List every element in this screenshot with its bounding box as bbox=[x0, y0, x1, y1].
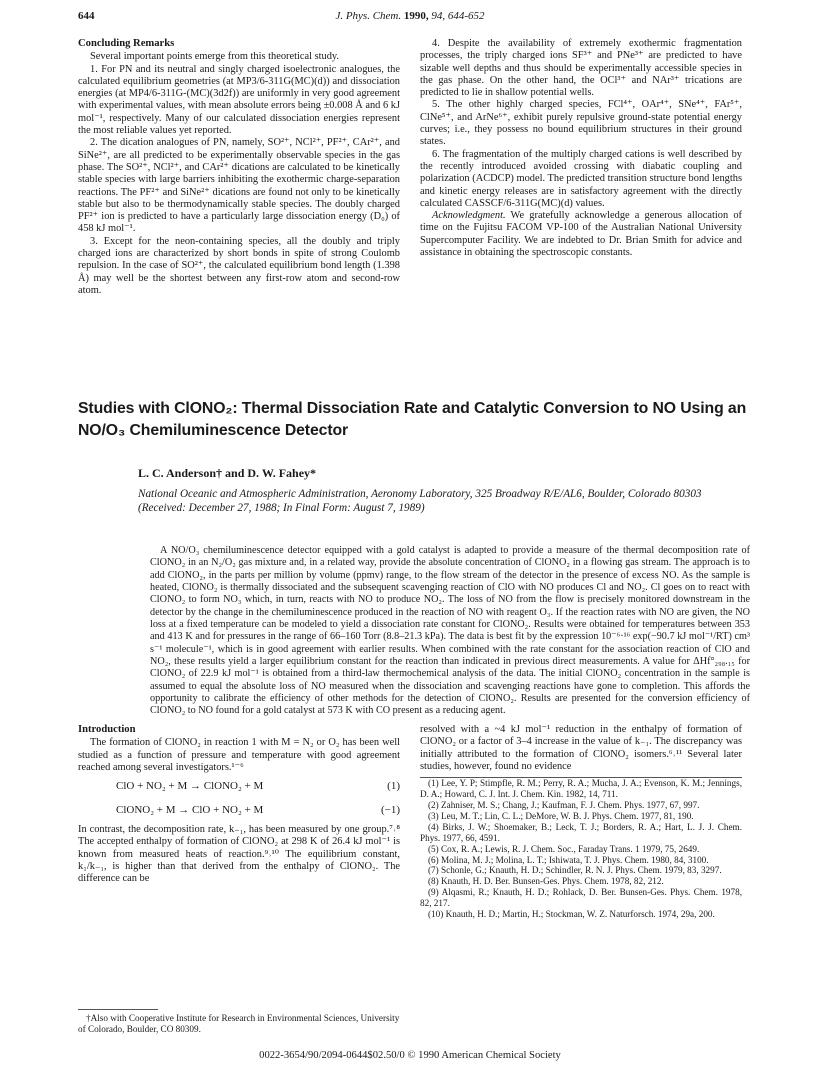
affiliation: National Oceanic and Atmospheric Administration, Aeronomy Laboratory, 325 Broadway R/E/AL6, Boulder, Colorado 80303 (Received: December 27, 1988; In Final Form: August 7, 1989) bbox=[138, 488, 702, 514]
author-footnote: †Also with Cooperative Institute for Research in Environmental Sciences, University of Colorado, Boulder, CO 80309. bbox=[78, 1013, 400, 1034]
journal-citation bbox=[78, 10, 742, 22]
introduction-paragraph: The formation of ClONO₂ in reaction 1 with M = N₂ or O₂ has been well studied as a function of pressure and temperature with good agreement reached among several investigators.¹⁻⁶ bbox=[78, 737, 400, 773]
page-number: 644 bbox=[78, 10, 95, 22]
concluding-paragraph: 4. Despite the availability of extremely exothermic fragmentation processes, the triply charged ions SF³⁺ and PNe³⁺ are predicted to have sizable well depths and thus should be experimentally accessible species in the gas phase. On the other hand, the OCl³⁺ and NAr³⁺ trications are predicted to lie in shallow potential wells. bbox=[420, 38, 742, 99]
acknowledgment bbox=[420, 210, 742, 259]
concluding-left-column bbox=[78, 38, 400, 297]
equation-text: ClONO₂ + M → ClO + NO₂ + M bbox=[116, 804, 264, 817]
introduction-paragraph-right: resolved with a ~4 kJ mol⁻¹ reduction in the enthalpy of formation of ClONO₂ or a factor of 3–4 increase in the value of k₋₁. The discrepancy was initially attributed to the formation of ClONO₂ isomers.⁶˒¹¹ Several later studies, however, found no evidence bbox=[420, 724, 742, 772]
reference: (4) Birks, J. W.; Shoemaker, B.; Leck, T. J.; Borders, R. A.; Hart, L. J. J. Chem. Phys. 1977, 66, 4591. bbox=[420, 821, 742, 843]
running-head bbox=[78, 10, 742, 26]
copyright-line: 0022-3654/90/2094-0644$02.50/0 © 1990 American Chemical Society bbox=[259, 1050, 561, 1061]
concluding-paragraph: 5. The other highly charged species, FCl⁴⁺, OAr⁴⁺, SNe⁴⁺, FAr⁵⁺, ClNe⁵⁺, and ArNe⁶⁺, exhibit purely repulsive ground-state potential energy curves; i.e., they possess no bound equilibrium structures in their ground states. bbox=[420, 99, 742, 148]
reference: (7) Schonle, G.; Knauth, H. D.; Schindler, R. N. J. Phys. Chem. 1979, 83, 3297. bbox=[428, 865, 722, 876]
equation-number: (1) bbox=[387, 780, 400, 793]
introduction-heading: Introduction bbox=[78, 724, 136, 735]
article-title: Studies with ClONO₂: Thermal Dissociation Rate and Catalytic Conversion to NO Using an NO/O₃ Chemiluminescence Detector bbox=[78, 400, 747, 439]
reference: (9) Alqasmi, R.; Knauth, H. D.; Rohlack, D. Ber. Bunsen-Ges. Phys. Chem. 1978, 82, 217. bbox=[420, 887, 742, 909]
concluding-paragraph: 1. For PN and its neutral and singly charged isoelectronic analogues, the calculated equilibrium geometries (at MP3/6-311G(MC)(d)) and dissociation energies (at MP4/6-311G-(MC)(3d2f)) are uniformly in very good agreement with experimental values, with mean absolute errors being ±0.008 Å and 6 kJ mol⁻¹, respectively. Many of our calculated dissociation energies represent the most reliable values yet reported. bbox=[78, 63, 400, 137]
reference-list bbox=[420, 777, 742, 920]
acknowledgment-label: Acknowledgment. bbox=[432, 210, 506, 222]
concluding-paragraph: 6. The fragmentation of the multiply charged cations is well described by the recently introduced avoided crossing with diabatic coupling and polarization (ACDCP) model. The predicted transition structure bond lengths and kinetic energy releases are in satisfactory agreement with the directly calculated CASSCF/6-311G(MC)(d) values. bbox=[420, 148, 742, 209]
acknowledgment-text: We gratefully acknowledge a generous allocation of time on the Fujitsu FACOM VP-100 of the Australian National University Supercomputer Facility. We are indebted to Dr. Brian Smith for advice and assistance in obtaining the spectroscopic constants. bbox=[420, 210, 742, 259]
abstract bbox=[150, 545, 750, 718]
reference: (3) Leu, M. T.; Lin, C. L.; DeMore, W. B. J. Phys. Chem. 1977, 81, 190. bbox=[428, 810, 694, 821]
reference: (1) Lee, Y. P; Stimpfle, R. M.; Perry, R. A.; Mucha, J. A.; Evenson, K. M.; Jennings, D. A.; Howard, C. J. Int. J. Chem. Kin. 1982, 14, 711. bbox=[420, 778, 742, 800]
introduction-left-column bbox=[78, 724, 400, 886]
journal-year: 1990, bbox=[403, 10, 429, 22]
concluding-right-column bbox=[420, 38, 742, 259]
equation-text: ClO + NO₂ + M → ClONO₂ + M bbox=[116, 780, 264, 793]
introduction-paragraph-left: In contrast, the decomposition rate, k₋₁, has been measured by one group.⁷˒⁸ The accepted enthalpy of formation of ClONO₂ at 298 K of 26.4 kJ mol⁻¹ is known from measured heats of reaction.⁹˒¹⁰ The equilibrium constant, k₁/k₋₁, is higher than that derived from the enthalpy of ClONO₂. The difference can be bbox=[78, 824, 400, 885]
footnote-rule bbox=[78, 1009, 158, 1010]
concluding-paragraph: Several important points emerge from this theoretical study. bbox=[90, 51, 340, 63]
concluding-heading: Concluding Remarks bbox=[78, 38, 175, 49]
journal-name: J. Phys. Chem. bbox=[335, 10, 402, 22]
abstract-text: A NO/O₃ chemiluminescence detector equipped with a gold catalyst is adapted to provide a measure of the thermal decomposition rate of ClONO₂ in an N₂/O₂ gas mixture and, in a related way, provide the absolute concentration of ClONO₂ in a flowing gas stream. The approach is to add ClONO₂, in the parts per million by volume (ppmv) range, to the flow stream of the detector in the presence of excess NO. As the sample is heated, ClONO₂ is thermally dissociated and the subsequent scavenging reaction of ClO with NO produces Cl and NO₂. Cl goes on to react with ClONO₂ to form NO₃ which, in turn, reacts with NO to produce NO₂. The loss of NO from the flow is precisely monitored downstream in the detector by the change in the chemiluminescence produced in the reaction of NO with reagent O₃. If the reaction rates with NO are given, the NO loss at a fixed temperature can be modeled to yield a dissociation rate constant for ClONO₂. Results were obtained for temperatures between 353 and 413 K and for pressures in the range of 66–160 Torr (8.8–21.3 kPa). The data is best fit by the expression 10⁻⁶·¹⁶ exp(−90.7 kJ mol⁻¹/RT) cm³ s⁻¹ molecule⁻¹, which is in good agreement with earlier results. When combined with the rate constant for the association reaction of ClO and NO₂, these results yield a larger equilibrium constant for the reaction than indicated in previous direct measurements. A value for ΔHf°₂₉₈.₁₅ for ClONO₂ of 22.9 kJ mol⁻¹ is obtained from a third-law thermochemical analysis of the data. The initial ClONO₂ concentration in the sample is assumed to equal the absolute loss of NO measured when the dissociation and scavenging reactions have gone to completion. This affords the opportunity to calibrate the efficiency of other methods for the detection of ClONO₂. Results are presented for the conversion efficiency of ClONO₂ to NO found for a gold catalyst at 573 K with CO present as a reducing agent. bbox=[150, 545, 750, 717]
reference: (6) Molina, M. J.; Molina, L. T.; Ishiwata, T. J. Phys. Chem. 1980, 84, 3100. bbox=[428, 854, 709, 865]
reference: (8) Knauth, H. D. Ber. Bunsen-Ges. Phys. Chem. 1978, 82, 212. bbox=[428, 876, 664, 887]
concluding-paragraph: 3. Except for the neon-containing species, all the doubly and triply charged ions are characterized by short bonds in spite of strong Coulomb repulsion. In the case of SO²⁺, the calculated equilibrium bond length (1.398 Å) may well be the shortest between any first-row atom and second-row atom. bbox=[78, 235, 400, 296]
reference: (5) Cox, R. A.; Lewis, R. J. Chem. Soc., Faraday Trans. 1 1979, 75, 2649. bbox=[428, 843, 700, 854]
introduction-right-column bbox=[420, 724, 742, 920]
reference: (10) Knauth, H. D.; Martin, H.; Stockman, W. Z. Naturforsch. 1974, 29a, 200. bbox=[428, 909, 715, 920]
equation-minus-1 bbox=[78, 804, 400, 822]
equation-number: (−1) bbox=[380, 804, 400, 817]
reference: (2) Zahniser, M. S.; Chang, J.; Kaufman, F. J. Chem. Phys. 1977, 67, 997. bbox=[428, 800, 700, 810]
concluding-paragraph: 2. The dication analogues of PN, namely, SO²⁺, NCl²⁺, PF²⁺, CAr²⁺, and SiNe²⁺, are all predicted to be experimentally observable species in the gas phase. The SO²⁺, NCl²⁺, and CAr²⁺ dications are calculated to be kinetically stable species with large barriers inhibiting the exothermic charge-separation reactions. The PF²⁺ and SiNe²⁺ dications are found not only to be kinetically stable but also to be thermodynamically stable species. The doubly charged PF²⁺ ion is predicted to have a particularly large dissociation energy (D₀) of 458 kJ mol⁻¹. bbox=[78, 137, 400, 235]
journal-volume-pages: 94, 644-652 bbox=[431, 10, 485, 22]
authors: L. C. Anderson† and D. W. Fahey* bbox=[138, 466, 317, 480]
equation-1 bbox=[78, 780, 400, 798]
